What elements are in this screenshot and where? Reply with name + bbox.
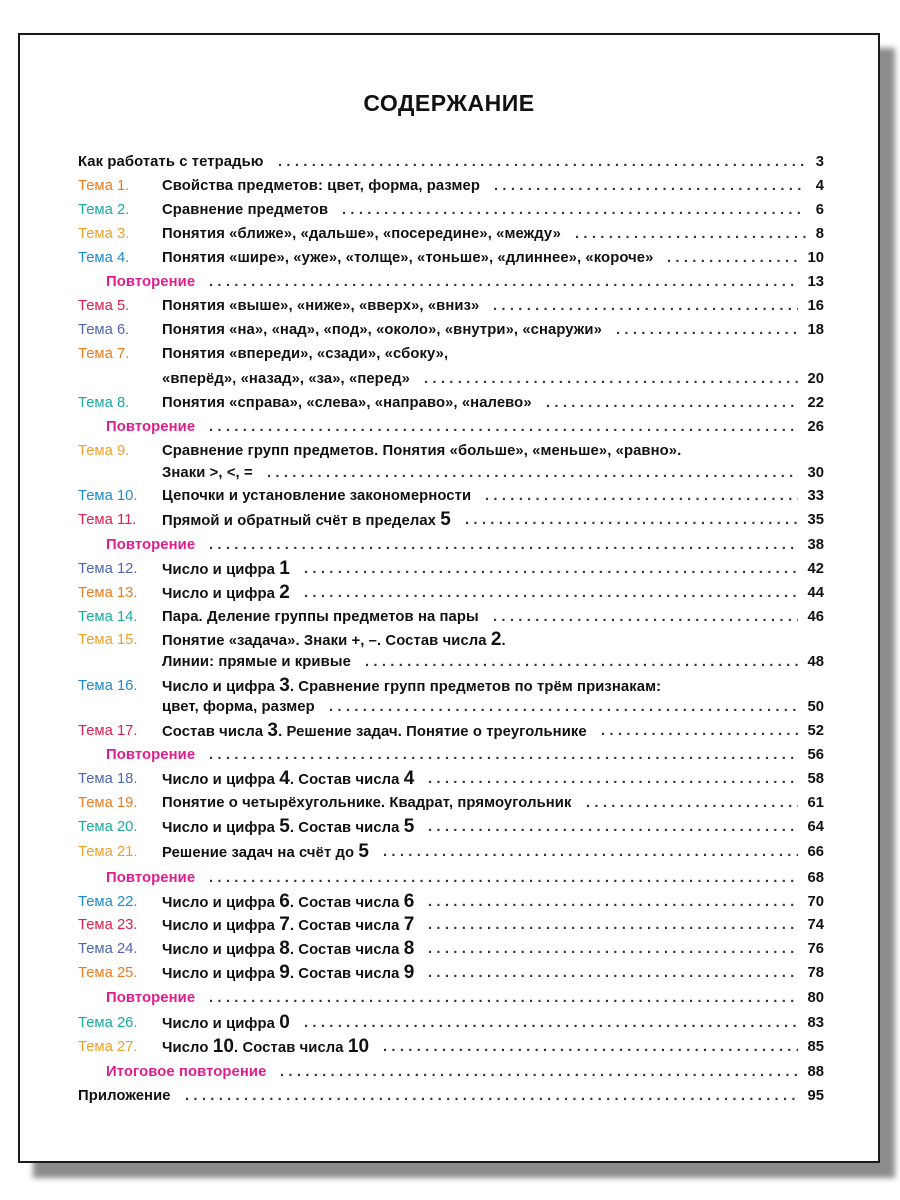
entry-title-text: Понятие о четырёхугольнике. Квадрат, прямоугольник: [162, 795, 572, 811]
entry-title-text: Понятия «впереди», «сзади», «сбоку»,: [162, 346, 449, 362]
topic-label: Тема 21.: [78, 844, 138, 860]
digit: 0: [279, 1012, 290, 1033]
document-page: [18, 33, 880, 1163]
toc-entry[interactable]: [78, 987, 824, 1009]
page-number: 22: [807, 395, 824, 411]
entry-title: [162, 392, 532, 414]
dot-leader: [667, 247, 798, 269]
dot-leader: [280, 1061, 798, 1083]
entry-title-text: Пара. Деление группы предметов на пары: [162, 609, 479, 625]
page-number: 80: [807, 990, 824, 1006]
entry-title-text: Повторение: [106, 990, 196, 1006]
page-number: 38: [807, 537, 824, 553]
entry-title: [162, 1012, 290, 1035]
page-number: 83: [807, 1015, 824, 1031]
toc-entry[interactable]: [78, 675, 824, 697]
toc-entry[interactable]: [78, 440, 824, 462]
digit: 9: [403, 962, 415, 983]
entry-title-text: Как работать с тетрадью: [78, 154, 264, 170]
digit: 8: [403, 938, 415, 959]
entry-title-text: Число и цифра: [162, 820, 280, 836]
entry-title: [106, 1061, 266, 1083]
entry-title: [162, 319, 602, 341]
page-number: 20: [807, 371, 824, 387]
entry-title-text: Сравнение предметов: [162, 202, 329, 218]
entry-title: [106, 987, 195, 1009]
entry-title-tail: . Состав числа: [289, 966, 404, 982]
entry-title-second-line: [162, 462, 253, 484]
entry-title-text: Число и цифра: [162, 679, 280, 695]
entry-title-text: Линии: прямые и кривые: [162, 654, 351, 670]
toc-entry[interactable]: [78, 720, 824, 742]
topic-label: Тема 19.: [78, 795, 138, 811]
page-number: 6: [815, 202, 824, 218]
entry-title-text: Знаки >, <, =: [162, 465, 253, 481]
toc-entry[interactable]: [78, 768, 824, 790]
entry-title: [106, 867, 195, 889]
entry-title: [78, 1085, 171, 1107]
entry-title: [162, 606, 479, 628]
entry-title-text: Повторение: [106, 274, 196, 290]
page-number: 26: [807, 419, 824, 435]
dot-leader: [278, 151, 806, 173]
digit: 5: [279, 816, 290, 837]
entry-title-text: Повторение: [106, 870, 196, 886]
entry-title-text: Число и цифра: [162, 586, 280, 602]
page-number: 48: [807, 654, 824, 670]
entry-title-text: Число и цифра: [162, 942, 280, 958]
topic-label: Тема 10.: [78, 488, 138, 504]
toc-entry[interactable]: [78, 199, 824, 221]
page-number: 85: [807, 1039, 824, 1055]
page-number: 42: [807, 561, 824, 577]
topic-label: Тема 22.: [78, 894, 138, 910]
entry-title: [162, 629, 506, 652]
page-number: 52: [807, 723, 824, 739]
dot-leader: [428, 816, 798, 838]
entry-title: [106, 271, 195, 293]
entry-title: [162, 675, 661, 698]
entry-title: [162, 509, 451, 532]
page-number: 35: [807, 512, 824, 528]
toc-entry[interactable]: [78, 416, 824, 438]
toc-entry[interactable]: [78, 629, 824, 651]
topic-label: Тема 14.: [78, 609, 138, 625]
page-number: 30: [807, 465, 824, 481]
topic-label: Тема 11.: [78, 512, 137, 528]
page-number: 95: [807, 1088, 824, 1104]
entry-title-text: Число и цифра: [162, 918, 280, 934]
dot-leader: [383, 841, 798, 863]
entry-title: [162, 558, 290, 581]
entry-title: [162, 1036, 369, 1059]
page-number: 76: [807, 941, 824, 957]
digit: 3: [267, 720, 279, 741]
digit: 2: [490, 629, 502, 650]
entry-title: [162, 440, 681, 462]
dot-leader: [383, 1036, 798, 1058]
page-number: 3: [815, 154, 824, 170]
entry-title-tail: . Состав числа: [234, 1040, 348, 1056]
dot-leader: [329, 696, 798, 718]
entry-title: [162, 485, 471, 507]
entry-title: [78, 151, 264, 173]
entry-title-tail: .: [501, 633, 506, 649]
toc-entry[interactable]: [78, 891, 824, 913]
dot-leader: [546, 392, 798, 414]
page-number: 8: [815, 226, 824, 242]
toc-entry[interactable]: [78, 509, 824, 531]
toc-entry[interactable]: [78, 343, 824, 365]
entry-title-text: Понятие «задача». Знаки +, –. Состав числа: [162, 633, 491, 649]
toc-entry-continuation[interactable]: [78, 368, 824, 390]
digit: 4: [403, 768, 415, 789]
toc-entry[interactable]: [78, 867, 824, 889]
page-number: 68: [807, 870, 824, 886]
page-title: СОДЕРЖАНИЕ: [363, 90, 535, 116]
digit: 6: [403, 891, 415, 912]
digit: 1: [279, 558, 290, 579]
toc-entry[interactable]: [78, 914, 824, 936]
page-number: 50: [807, 699, 824, 715]
entry-title: [162, 816, 414, 839]
topic-label: Тема 15.: [78, 632, 138, 648]
digit: 10: [347, 1036, 370, 1057]
entry-title-text: цвет, форма, размер: [162, 699, 315, 715]
dot-leader: [209, 271, 798, 293]
entry-title-tail: . Состав числа: [289, 895, 404, 911]
toc-entry[interactable]: [78, 816, 824, 838]
dot-leader: [428, 891, 798, 913]
dot-leader: [209, 867, 798, 889]
dot-leader: [493, 606, 798, 628]
toc-entry[interactable]: [78, 247, 824, 269]
toc-entry[interactable]: [78, 1061, 824, 1083]
toc-entry[interactable]: [78, 792, 824, 814]
topic-label: Тема 17.: [78, 723, 138, 739]
dot-leader: [185, 1085, 798, 1107]
entry-title-text: Повторение: [106, 419, 196, 435]
dot-leader: [428, 768, 798, 790]
entry-title-text: Число: [162, 1040, 213, 1056]
entry-title: [162, 768, 414, 791]
digit: 4: [279, 768, 290, 789]
digit: 2: [279, 582, 290, 603]
dot-leader: [465, 509, 798, 531]
entry-title-tail: . Состав числа: [289, 918, 404, 934]
digit: 6: [279, 891, 290, 912]
digit: 5: [358, 841, 370, 862]
topic-label: Тема 20.: [78, 819, 138, 835]
topic-label: Тема 2.: [78, 202, 130, 218]
digit: 7: [279, 914, 290, 935]
entry-title: [162, 891, 414, 914]
entry-title-tail: . Решение задач. Понятие о треугольнике: [278, 724, 587, 740]
topic-label: Тема 1.: [78, 178, 130, 194]
dot-leader: [209, 534, 798, 556]
entry-title-tail: . Состав числа: [289, 820, 404, 836]
topic-label: Тема 12.: [78, 561, 138, 577]
entry-title: [106, 534, 195, 556]
entry-title-text: Число и цифра: [162, 562, 280, 578]
entry-title: [162, 295, 479, 317]
toc-entry[interactable]: [78, 1036, 824, 1058]
entry-title-text: Число и цифра: [162, 1016, 280, 1032]
toc-entry[interactable]: [78, 1012, 824, 1034]
toc-entry[interactable]: [78, 295, 824, 317]
page-number: 44: [807, 585, 824, 601]
entry-title-text: Приложение: [78, 1088, 171, 1104]
toc-entry[interactable]: [78, 319, 824, 341]
toc-entry[interactable]: [78, 392, 824, 414]
toc-entry[interactable]: [78, 1085, 824, 1107]
toc-entry[interactable]: [78, 558, 824, 580]
digit: 7: [403, 914, 415, 935]
entry-title-text: Понятия «выше», «ниже», «вверх», «вниз»: [162, 298, 480, 314]
page-number: 70: [807, 894, 824, 910]
page-number: 33: [807, 488, 824, 504]
entry-title: [162, 841, 369, 864]
entry-title-text: Решение задач на счёт до: [162, 845, 359, 861]
dot-leader: [428, 938, 798, 960]
entry-title: [106, 744, 195, 766]
dot-leader: [616, 319, 798, 341]
entry-title: [162, 343, 448, 365]
entry-title: [162, 914, 414, 937]
entry-title-text: Сравнение групп предметов. Понятия «больше», «меньше», «равно».: [162, 443, 682, 459]
entry-title-second-line: [162, 696, 315, 718]
entry-title-text: Прямой и обратный счёт в пределах: [162, 513, 441, 529]
entry-title-text: Итоговое повторение: [106, 1064, 267, 1080]
page-number: 46: [807, 609, 824, 625]
toc-entry[interactable]: [78, 962, 824, 984]
topic-label: Тема 24.: [78, 941, 138, 957]
toc-entry[interactable]: [78, 271, 824, 293]
page-number: 56: [807, 747, 824, 763]
page-number: 18: [807, 322, 824, 338]
entry-title-second-line: [162, 368, 410, 390]
entry-title: [162, 582, 290, 605]
entry-title-text: Состав числа: [162, 724, 268, 740]
dot-leader: [267, 462, 798, 484]
digit: 3: [279, 675, 290, 696]
dot-leader: [304, 558, 798, 580]
page-number: 61: [807, 795, 824, 811]
toc-entry-continuation[interactable]: [78, 696, 824, 718]
topic-label: Тема 23.: [78, 917, 138, 933]
dot-leader: [485, 485, 798, 507]
dot-leader: [586, 792, 798, 814]
topic-label: Тема 8.: [78, 395, 130, 411]
page-number: 58: [807, 771, 824, 787]
toc-entry[interactable]: [78, 175, 824, 197]
entry-title-text: Свойства предметов: цвет, форма, размер: [162, 178, 481, 194]
dot-leader: [575, 223, 806, 245]
page-number: 13: [807, 274, 824, 290]
dot-leader: [424, 368, 798, 390]
topic-label: Тема 18.: [78, 771, 138, 787]
page-number: 10: [807, 250, 824, 266]
toc-entry[interactable]: [78, 485, 824, 507]
toc-entry[interactable]: [78, 744, 824, 766]
topic-label: Тема 4.: [78, 250, 130, 266]
entry-title-text: Число и цифра: [162, 772, 280, 788]
entry-title: [162, 199, 328, 221]
entry-title-text: Понятия «на», «над», «под», «около», «внутри», «снаружи»: [162, 322, 602, 338]
toc-entry[interactable]: [78, 606, 824, 628]
page-number: 64: [807, 819, 824, 835]
toc-entry[interactable]: [78, 534, 824, 556]
entry-title-tail: . Сравнение групп предметов по трём признакам:: [289, 679, 662, 695]
entry-title-text: Повторение: [106, 747, 196, 763]
topic-label: Тема 16.: [78, 678, 138, 694]
entry-title-text: Число и цифра: [162, 895, 280, 911]
digit: 5: [440, 509, 451, 530]
entry-title-text: Число и цифра: [162, 966, 280, 982]
toc-entry[interactable]: [78, 223, 824, 245]
topic-label: Тема 7.: [78, 346, 130, 362]
toc-entry-continuation[interactable]: [78, 462, 824, 484]
entry-title: [106, 416, 195, 438]
entry-title-text: Повторение: [106, 537, 196, 553]
page-number: 66: [807, 844, 824, 860]
topic-label: Тема 3.: [78, 226, 130, 242]
page-number: 88: [807, 1064, 824, 1080]
digit: 10: [212, 1036, 235, 1057]
entry-title-text: Понятия «справа», «слева», «направо», «налево»: [162, 395, 532, 411]
entry-title-text: Понятия «шире», «уже», «толще», «тоньше», «длиннее», «короче»: [162, 250, 654, 266]
dot-leader: [493, 295, 798, 317]
topic-label: Тема 9.: [78, 443, 130, 459]
dot-leader: [494, 175, 806, 197]
entry-title: [162, 247, 653, 269]
toc-entry[interactable]: [78, 841, 824, 863]
digit: 9: [279, 962, 290, 983]
dot-leader: [304, 1012, 798, 1034]
dot-leader: [209, 416, 798, 438]
dot-leader: [601, 720, 798, 742]
topic-label: Тема 25.: [78, 965, 138, 981]
entry-title-second-line: [162, 651, 351, 673]
entry-title-tail: . Состав числа: [289, 942, 404, 958]
topic-label: Тема 6.: [78, 322, 130, 338]
digit: 8: [279, 938, 290, 959]
digit: 5: [403, 816, 415, 837]
entry-title: [162, 962, 414, 985]
page-number: 74: [807, 917, 824, 933]
dot-leader: [209, 744, 798, 766]
toc-entry[interactable]: [78, 938, 824, 960]
topic-label: Тема 26.: [78, 1015, 138, 1031]
page-number: 16: [807, 298, 824, 314]
topic-label: Тема 13.: [78, 585, 138, 601]
dot-leader: [342, 199, 806, 221]
dot-leader: [365, 651, 798, 673]
toc-entry[interactable]: [78, 151, 824, 173]
entry-title: [162, 720, 587, 743]
entry-title: [162, 175, 480, 197]
entry-title: [162, 938, 414, 961]
entry-title: [162, 223, 561, 245]
entry-title-text: Цепочки и установление закономерности: [162, 488, 472, 504]
dot-leader: [428, 914, 798, 936]
entry-title: [162, 792, 572, 814]
page-number: 4: [815, 178, 824, 194]
entry-title-text: «вперёд», «назад», «за», «перед»: [162, 371, 410, 387]
entry-title-tail: . Состав числа: [289, 772, 404, 788]
topic-label: Тема 27.: [78, 1039, 138, 1055]
dot-leader: [209, 987, 798, 1009]
toc-entry-continuation[interactable]: [78, 651, 824, 673]
topic-label: Тема 5.: [78, 298, 130, 314]
page-number: 78: [807, 965, 824, 981]
dot-leader: [304, 582, 798, 604]
dot-leader: [428, 962, 798, 984]
entry-title-text: Понятия «ближе», «дальше», «посередине», «между»: [162, 226, 561, 242]
toc-entry[interactable]: [78, 582, 824, 604]
